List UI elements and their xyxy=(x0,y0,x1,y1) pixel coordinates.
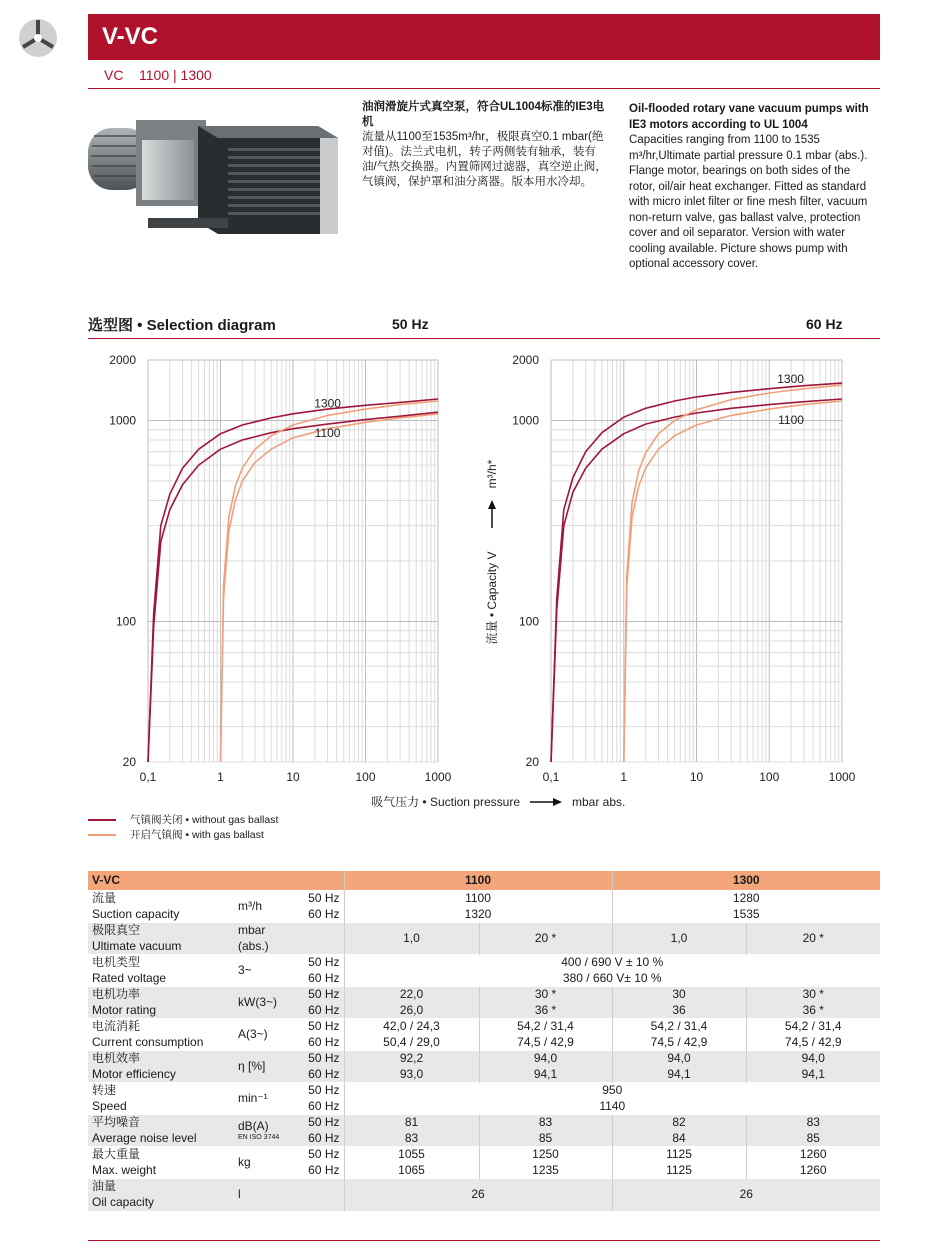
y-tick-label: 20 xyxy=(525,755,539,769)
value-cell: 92,2 xyxy=(344,1051,479,1067)
value-cell: 26 xyxy=(344,1179,612,1211)
y-tick-label: 2000 xyxy=(109,353,136,367)
y-tick-label: 100 xyxy=(518,614,539,629)
value-cell: 26 xyxy=(612,1179,880,1211)
row-unit-text: m³/h xyxy=(238,898,262,913)
row-unit xyxy=(234,891,296,923)
description-en-body: Capacities ranging from 1100 to 1535 m³/hr,Ultimate partial pressure 0.1 mbar (abs.). Flange motor, bearings on both sides of the rotor, oil/air heat exchanger. Fitted as standard with micro inlet filter or fine mesh filter, vacuum non-return valve, gas ballast valve, protection cover and oil separator. Version with water cooling available. Picture shows pump with optional accessory cover. xyxy=(629,134,868,270)
y-tick-label: 1000 xyxy=(512,413,539,428)
value-cell: 950 xyxy=(344,1083,880,1099)
table-header xyxy=(88,871,880,891)
description-cn xyxy=(362,100,607,190)
description-cn-title: 油润滑旋片式真空泵，符合UL1004标准的IE3电机 xyxy=(362,101,605,128)
row-unit xyxy=(234,955,296,987)
value-cell: 1065 xyxy=(344,1163,479,1179)
row-hz: 60 Hz xyxy=(296,1067,344,1083)
y-tick-label: 2000 xyxy=(512,353,539,367)
row-hz: 60 Hz xyxy=(296,907,344,923)
row-label-cn: 极限真空 xyxy=(92,923,141,937)
value-cell: 54,2 / 31,4 xyxy=(612,1019,746,1035)
row-unit-text: 3~ xyxy=(238,962,252,977)
row-label xyxy=(88,1179,234,1211)
row-unit xyxy=(234,1051,296,1083)
divider xyxy=(88,338,880,339)
row-label-en: Average noise level xyxy=(92,1130,197,1145)
legend-line-with xyxy=(88,834,116,836)
row-unit-text: A(3~) xyxy=(238,1026,268,1041)
value-cell: 1,0 xyxy=(612,923,746,955)
value-cell: 84 xyxy=(612,1131,746,1147)
value-cell: 74,5 / 42,9 xyxy=(612,1035,746,1051)
x-tick-label: 1000 xyxy=(828,770,856,784)
divider xyxy=(88,1240,880,1241)
row-label-en: Ultimate vacuum xyxy=(92,938,182,953)
row-label-cn: 油量 xyxy=(92,1179,117,1194)
row-hz: 50 Hz xyxy=(296,1083,344,1099)
x-tick-label: 1 xyxy=(217,770,224,784)
table-row xyxy=(88,987,880,1003)
row-hz: 50 Hz xyxy=(296,1147,344,1163)
arrow-head-icon xyxy=(488,500,496,509)
row-unit-text: min⁻¹ xyxy=(238,1090,268,1105)
value-cell: 30 * xyxy=(479,987,612,1003)
row-hz: 50 Hz xyxy=(296,891,344,907)
row-label xyxy=(88,1147,234,1179)
y-tick-label: 1000 xyxy=(109,413,136,428)
x-tick-label: 10 xyxy=(286,770,300,784)
value-cell: 1100 xyxy=(344,891,612,907)
row-label xyxy=(88,923,234,955)
value-cell: 85 xyxy=(479,1131,612,1147)
arrow-head-icon xyxy=(553,798,562,806)
value-cell: 1055 xyxy=(344,1147,479,1163)
table-row xyxy=(88,1179,880,1211)
x-tick-label: 1000 xyxy=(424,770,452,784)
row-hz: 60 Hz xyxy=(296,1035,344,1051)
row-hz: 60 Hz xyxy=(296,1131,344,1147)
row-unit-text: kW(3~) xyxy=(238,994,277,1009)
table-row xyxy=(88,923,880,955)
row-label-en: Speed xyxy=(92,1098,127,1113)
value-cell: 1235 xyxy=(479,1163,612,1179)
legend-item-with xyxy=(88,827,278,842)
row-unit xyxy=(234,987,296,1019)
description-cn-body: 流量从1100至1535m³/hr，极限真空0.1 mbar(绝对值)。法兰式电机，转子两侧装有轴承，装有油/气热交换器。内置筛网过滤器，真空逆止阀，气镇阀，保护罩和油分离器。版本用水冷却。 xyxy=(362,131,607,188)
row-unit xyxy=(234,1147,296,1179)
curve-label-1100: 1100 xyxy=(314,425,341,440)
x-axis-label: 吸气压力 • Suction pressure xyxy=(371,795,520,809)
row-unit-text: mbar (abs.) xyxy=(238,923,269,953)
page-title: V-VC xyxy=(102,23,159,50)
value-cell: 54,2 / 31,4 xyxy=(479,1019,612,1035)
row-label-en: Max. weight xyxy=(92,1162,157,1177)
value-cell: 20 * xyxy=(479,923,612,955)
row-label-cn: 平均噪音 xyxy=(92,1115,141,1129)
row-label-en: Motor rating xyxy=(92,1002,157,1017)
table-row xyxy=(88,955,880,971)
row-unit xyxy=(234,1019,296,1051)
chart-legend xyxy=(88,812,278,842)
row-hz: 50 Hz xyxy=(296,987,344,1003)
selection-title: 选型图 • Selection diagram xyxy=(88,317,276,334)
value-cell: 36 xyxy=(612,1003,746,1019)
y-axis-unit: m³/h* xyxy=(485,459,499,489)
row-label-cn: 转速 xyxy=(92,1083,117,1097)
legend-label-without: 气镇阀关闭 • without gas ballast xyxy=(130,814,279,826)
value-cell: 83 xyxy=(479,1115,612,1131)
value-cell: 1,0 xyxy=(344,923,479,955)
x-tick-label: 100 xyxy=(355,770,376,784)
value-cell: 1260 xyxy=(746,1147,880,1163)
selection-charts xyxy=(88,348,880,810)
row-label-en: Rated voltage xyxy=(92,970,167,985)
row-hz: 50 Hz xyxy=(296,1051,344,1067)
legend-item-without xyxy=(88,812,278,827)
value-cell: 30 * xyxy=(746,987,880,1003)
x-tick-label: 100 xyxy=(759,770,780,784)
description-en xyxy=(629,102,879,273)
value-cell: 85 xyxy=(746,1131,880,1147)
row-label-cn: 最大重量 xyxy=(92,1147,141,1161)
title-bar xyxy=(88,14,880,60)
row-unit-text: dB(A) xyxy=(238,1118,269,1133)
value-cell: 22,0 xyxy=(344,987,479,1003)
value-cell: 1260 xyxy=(746,1163,880,1179)
x-tick-label: 1 xyxy=(620,770,628,784)
row-label xyxy=(88,1051,234,1083)
table-row xyxy=(88,891,880,907)
value-cell: 1250 xyxy=(479,1147,612,1163)
row-label-en: Current consumption xyxy=(92,1034,204,1049)
value-cell: 1320 xyxy=(344,907,612,923)
value-cell: 30 xyxy=(612,987,746,1003)
value-cell: 42,0 / 24,3 xyxy=(344,1019,479,1035)
description-en-title: Oil-flooded rotary vane vacuum pumps with IE3 motors according to UL 1004 xyxy=(629,103,869,131)
row-hz: 50 Hz xyxy=(296,955,344,971)
spec-table xyxy=(88,871,880,1211)
series-line-1300-with-ballast xyxy=(624,385,842,762)
curve-label-1300: 1300 xyxy=(314,396,341,411)
chart-panel-0 xyxy=(109,353,628,809)
value-cell: 400 / 690 V ± 10 % xyxy=(344,955,880,971)
row-label-en: Suction capacity xyxy=(92,906,180,921)
x-tick-label: 10 xyxy=(689,770,704,784)
row-label-cn: 电机类型 xyxy=(92,955,141,969)
x-tick-label: 0,1 xyxy=(139,770,157,784)
y-tick-label: 20 xyxy=(122,755,136,769)
curve-label-1100: 1100 xyxy=(778,413,804,428)
row-unit-standard: EN ISO 3744 xyxy=(238,1134,280,1142)
y-axis-label: 流量 • Capacity V xyxy=(485,551,499,645)
table-row xyxy=(88,1019,880,1035)
row-hz: 60 Hz xyxy=(296,1003,344,1019)
value-cell: 82 xyxy=(612,1115,746,1131)
model-subtitle: VC 1100 | 1300 xyxy=(104,67,212,83)
value-cell: 74,5 / 42,9 xyxy=(746,1035,880,1051)
value-cell: 1280 xyxy=(612,891,880,907)
value-cell: 94,1 xyxy=(479,1067,612,1083)
brand-logo-icon xyxy=(18,18,58,58)
row-label-en: Oil capacity xyxy=(92,1194,155,1209)
row-unit xyxy=(234,1179,296,1211)
legend-line-without xyxy=(88,819,116,821)
hz50-label: 50 Hz xyxy=(392,316,429,332)
value-cell: 94,1 xyxy=(746,1067,880,1083)
value-cell: 93,0 xyxy=(344,1067,479,1083)
pump-image xyxy=(88,106,350,246)
table-head-1300: 1300 xyxy=(612,871,880,891)
row-unit-text: η [%] xyxy=(238,1058,266,1073)
table-head-1100: 1100 xyxy=(344,871,612,891)
value-cell: 94,0 xyxy=(746,1051,880,1067)
table-row xyxy=(88,1147,880,1163)
value-cell: 54,2 / 31,4 xyxy=(746,1019,880,1035)
row-label xyxy=(88,955,234,987)
value-cell: 380 / 660 V± 10 % xyxy=(344,971,880,987)
row-hz-empty xyxy=(296,1179,344,1211)
value-cell: 20 * xyxy=(746,923,880,955)
row-label-cn: 流量 xyxy=(92,891,117,905)
row-hz-empty xyxy=(296,923,344,955)
value-cell: 83 xyxy=(344,1131,479,1147)
x-axis-unit: mbar abs. xyxy=(572,795,626,809)
value-cell: 94,0 xyxy=(479,1051,612,1067)
value-cell: 36 * xyxy=(479,1003,612,1019)
value-cell: 1125 xyxy=(612,1147,746,1163)
table-row xyxy=(88,1083,880,1099)
row-hz: 60 Hz xyxy=(296,1163,344,1179)
divider xyxy=(88,88,880,89)
series-line-1100-with-ballast xyxy=(221,414,439,762)
value-cell: 50,4 / 29,0 xyxy=(344,1035,479,1051)
row-hz: 50 Hz xyxy=(296,1019,344,1035)
table-row xyxy=(88,1051,880,1067)
value-cell: 1140 xyxy=(344,1099,880,1115)
row-unit-text: l xyxy=(238,1187,241,1201)
row-unit-text: kg xyxy=(238,1154,251,1169)
row-unit xyxy=(234,923,296,955)
row-label xyxy=(88,1019,234,1051)
row-hz: 60 Hz xyxy=(296,971,344,987)
curve-label-1300: 1300 xyxy=(777,372,804,387)
row-hz: 60 Hz xyxy=(296,1099,344,1115)
row-unit xyxy=(234,1083,296,1115)
value-cell: 1535 xyxy=(612,907,880,923)
row-label-en: Motor efficiency xyxy=(92,1066,176,1081)
row-label xyxy=(88,1083,234,1115)
value-cell: 94,1 xyxy=(612,1067,746,1083)
row-unit xyxy=(234,1115,296,1147)
chart-panel-1 xyxy=(484,353,856,784)
row-label-cn: 电流消耗 xyxy=(92,1019,141,1033)
value-cell: 36 * xyxy=(746,1003,880,1019)
row-label xyxy=(88,891,234,923)
y-tick-label: 100 xyxy=(115,614,136,629)
value-cell: 83 xyxy=(746,1115,880,1131)
x-tick-label: 0,1 xyxy=(542,770,560,784)
series-line-1300-with-ballast xyxy=(221,401,439,762)
table-head-label: V-VC xyxy=(88,871,344,891)
row-label xyxy=(88,987,234,1019)
value-cell: 26,0 xyxy=(344,1003,479,1019)
value-cell: 74,5 / 42,9 xyxy=(479,1035,612,1051)
series-line-1100-with-ballast xyxy=(624,401,842,762)
value-cell: 94,0 xyxy=(612,1051,746,1067)
value-cell: 1125 xyxy=(612,1163,746,1179)
table-row xyxy=(88,1115,880,1131)
value-cell: 81 xyxy=(344,1115,479,1131)
row-label-cn: 电机效率 xyxy=(92,1051,141,1065)
row-hz: 50 Hz xyxy=(296,1115,344,1131)
hz60-label: 60 Hz xyxy=(806,316,843,332)
row-label-cn: 电机功率 xyxy=(92,987,141,1001)
row-label xyxy=(88,1115,234,1147)
legend-label-with: 开启气镇阀 • with gas ballast xyxy=(130,829,264,841)
